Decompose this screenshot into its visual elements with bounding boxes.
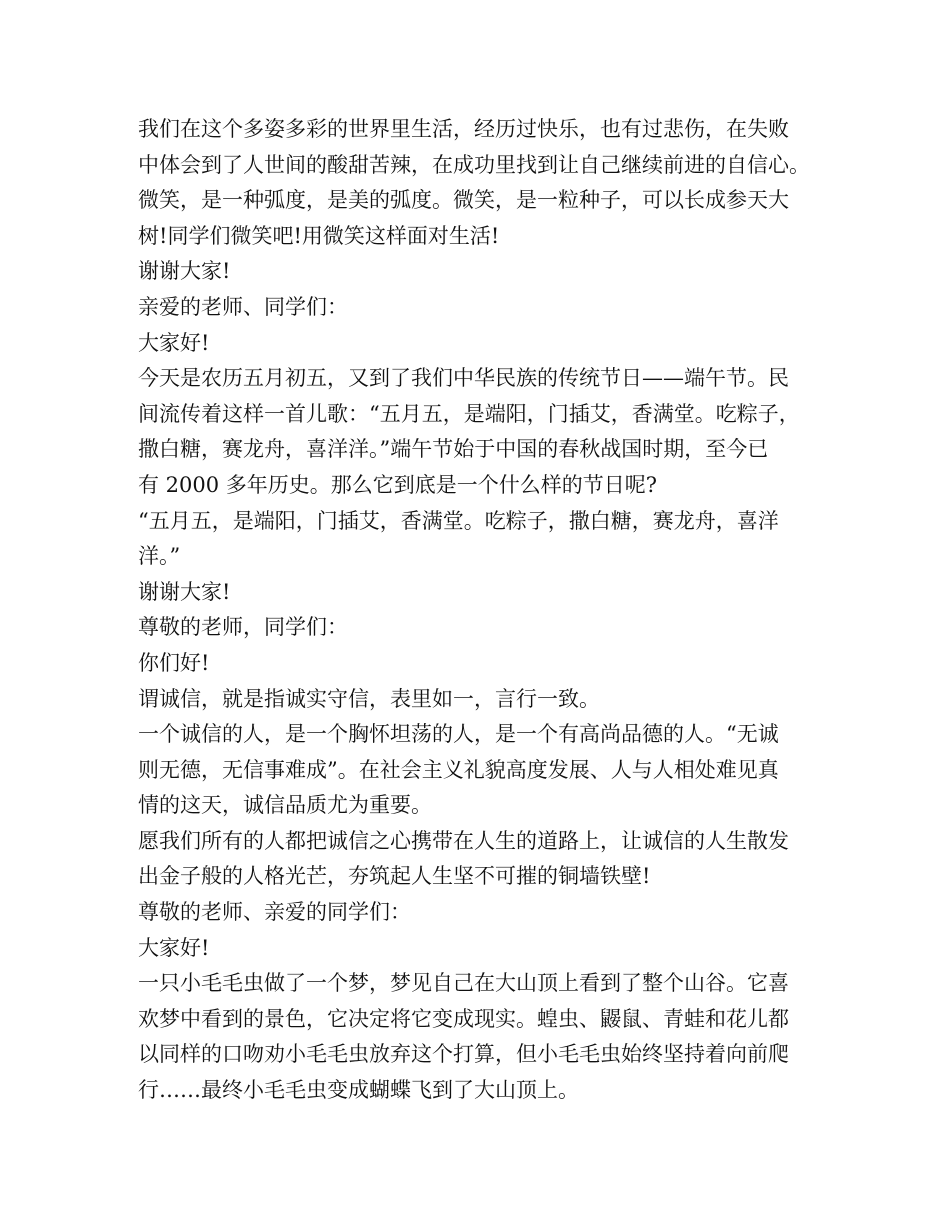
text-line: 则无德，无信事难成”。在社会主义礼貌高度发展、人与人相处难见真 [138,757,779,782]
text-line: 我们在这个多姿多彩的世界里生活，经历过快乐，也有过悲伤，在失败 [138,117,789,141]
text-line: 一只小毛毛虫做了一个梦，梦见自己在大山顶上看到了整个山谷。它喜 [138,971,789,996]
greeting-line: 大家好! [138,935,210,960]
text-line: 撒白糖，赛龙舟，喜洋洋。”端午节始于中国的春秋战国时期，至今已 [138,437,769,462]
text-line: 情的这天，诚信品质尤为重要。 [138,793,432,818]
text-line: 有 2000 多年历史。那么它到底是一个什么样的节日呢? [138,472,658,497]
text-line: 中体会到了人世间的酸甜苦辣，在成功里找到让自己继续前进的自信心。 [138,152,810,177]
text-line: 愿我们所有的人都把诚信之心携带在人生的道路上，让诚信的人生散发 [138,828,789,853]
greeting-line: 你们好! [138,650,210,675]
text-line: 谓诚信，就是指诚实守信，表里如一，言行一致。 [138,686,600,711]
closing-line: 谢谢大家! [138,579,231,604]
text-line: 今天是农历五月初五，又到了我们中华民族的传统节日——端午节。民 [138,366,789,391]
document-body [138,112,828,1109]
salutation-line: 亲爱的老师、同学们： [138,294,348,319]
text-line: 行……最终小毛毛虫变成蝴蝶飞到了大山顶上。 [138,1078,579,1103]
text-line: 欢梦中看到的景色，它决定将它变成现实。蝗虫、鼹鼠、青蛙和花儿都 [138,1006,789,1031]
text-line: 树!同学们微笑吧!用微笑这样面对生活! [138,223,500,248]
text-line: 一个诚信的人，是一个胸怀坦荡的人，是一个有高尚品德的人。“无诚 [138,722,779,747]
text-line: 出金子般的人格光芒，夯筑起人生坚不可摧的铜墙铁壁! [138,864,651,889]
text-line: 间流传着这样一首儿歌：“五月五，是端阳，门插艾，香满堂。吃粽子， [138,401,800,426]
text-line: 洋。” [138,544,181,569]
salutation-line: 尊敬的老师，同学们： [138,615,348,640]
salutation-line: 尊敬的老师、亲爱的同学们： [138,900,411,925]
text-line: 以同样的口吻劝小毛毛虫放弃这个打算，但小毛毛虫始终坚持着向前爬 [138,1042,789,1067]
greeting-line: 大家好! [138,330,210,355]
closing-line: 谢谢大家! [138,259,231,284]
text-line: 微笑，是一种弧度，是美的弧度。微笑，是一粒种子，可以长成参天大 [138,188,789,213]
text-line: “五月五，是端阳，门插艾，香满堂。吃粽子，撒白糖，赛龙舟，喜洋 [138,508,779,533]
